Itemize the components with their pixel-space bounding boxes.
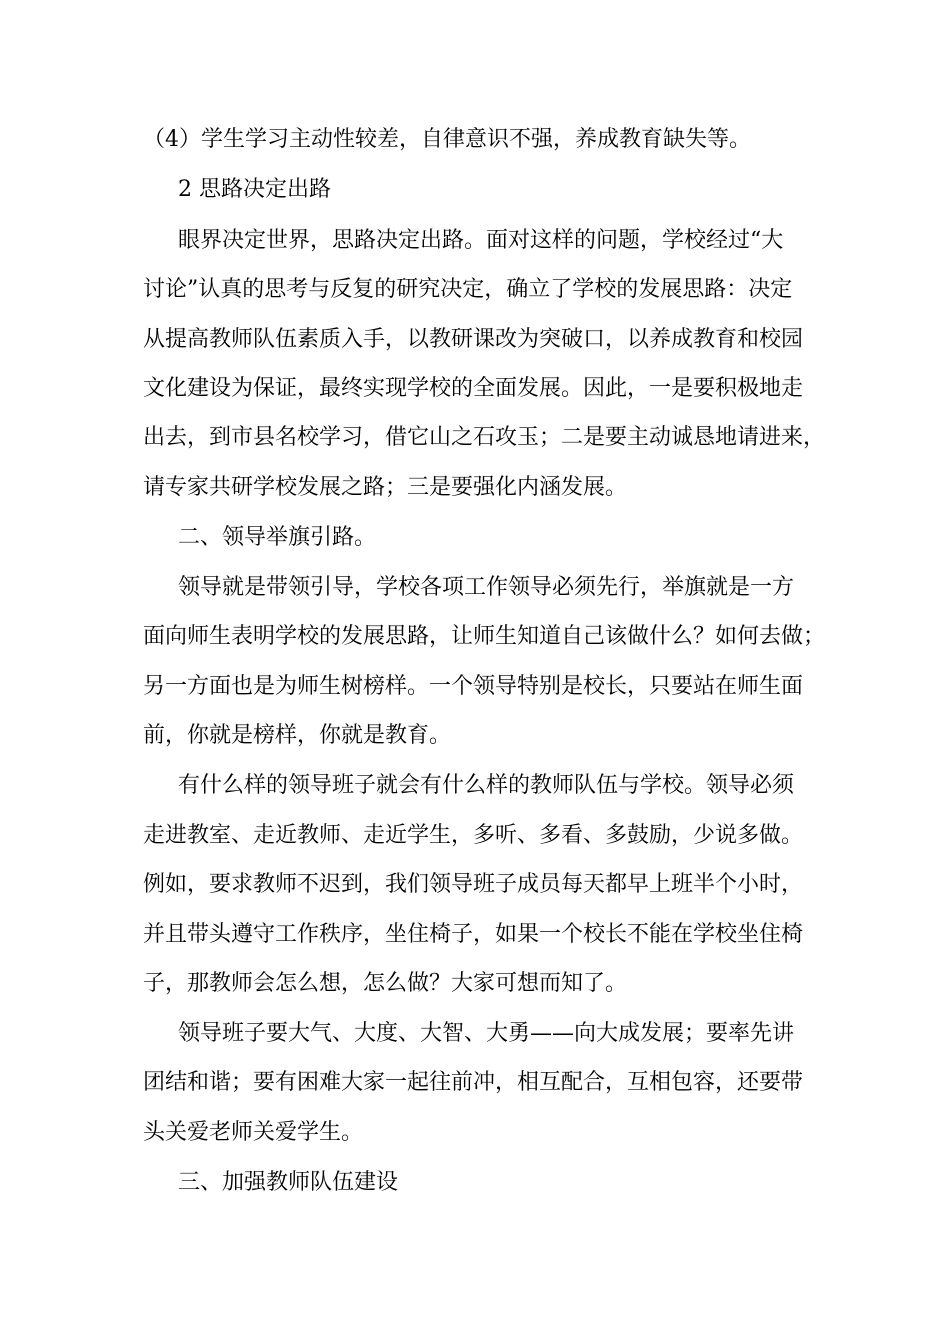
paragraph-line: 领导班子要大气、大度、大智、大勇——向大成发展；要率先讲 bbox=[178, 1021, 795, 1046]
paragraph-line: 并且带头遵守工作秩序，坐住椅子，如果一个校长不能在学校坐住椅 bbox=[143, 922, 804, 947]
section-heading: 三、加强教师队伍建设 bbox=[178, 1170, 399, 1195]
paragraph-line: 前，你就是榜样，你就是教育。 bbox=[143, 723, 452, 748]
list-item-4: （4）学生学习主动性较差，自律意识不强，养成教育缺失等。 bbox=[143, 127, 751, 152]
paragraph-line: 子，那教师会怎么想，怎么做？大家可想而知了。 bbox=[143, 971, 628, 996]
paragraph-line: 请专家共研学校发展之路；三是要强化内涵发展。 bbox=[143, 475, 628, 500]
paragraph-line: 团结和谐；要有困难大家一起往前冲，相互配合，互相包容，还要带 bbox=[143, 1070, 804, 1095]
paragraph-line: 例如，要求教师不迟到，我们领导班子成员每天都早上班半个小时， bbox=[143, 872, 804, 897]
paragraph-line: 走进教室、走近教师、走近学生，多听、多看、多鼓励，少说多做。 bbox=[143, 823, 804, 848]
paragraph-line: 面向师生表明学校的发展思路，让师生知道自己该做什么？如何去做； bbox=[143, 624, 826, 649]
paragraph-line: 讨论”认真的思考与反复的研究决定，确立了学校的发展思路：决定 bbox=[143, 277, 793, 302]
paragraph-line: 头关爱老师关爱学生。 bbox=[143, 1120, 364, 1145]
paragraph-line: 从提高教师队伍素质入手，以教研课改为突破口，以养成教育和校园 bbox=[143, 327, 804, 352]
paragraph-line: 另一方面也是为师生树榜样。一个领导特别是校长，只要站在师生面 bbox=[143, 674, 804, 699]
paragraph-line: 眼界决定世界，思路决定出路。面对这样的问题，学校经过“大 bbox=[178, 228, 784, 253]
paragraph-line: 领导就是带领引导，学校各项工作领导必须先行，举旗就是一方 bbox=[178, 575, 795, 600]
paragraph-line: 有什么样的领导班子就会有什么样的教师队伍与学校。领导必须 bbox=[178, 773, 795, 798]
section-heading-2: 2 思路决定出路 bbox=[178, 177, 331, 202]
paragraph-line: 文化建设为保证，最终实现学校的全面发展。因此，一是要积极地走 bbox=[143, 376, 804, 401]
section-heading: 二、领导举旗引路。 bbox=[178, 525, 377, 550]
paragraph-line: 出去，到市县名校学习，借它山之石攻玉；二是要主动诚恳地请进来， bbox=[143, 425, 826, 450]
